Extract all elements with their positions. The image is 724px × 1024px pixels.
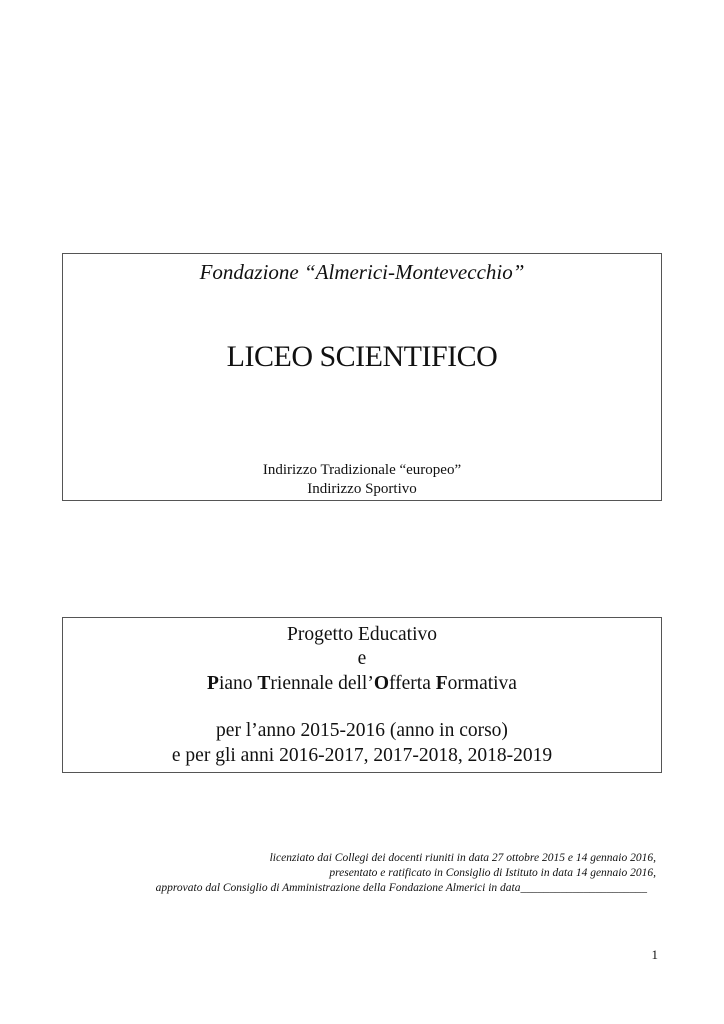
approval-line-docenti: licenziato dai Collegi dei docenti riuniti in data 27 ottobre 2015 e 14 gennaio 2016, <box>269 852 656 864</box>
ptof-cap-p: P <box>207 673 219 694</box>
page-number: 1 <box>651 947 658 962</box>
ptof-word-offerta: fferta <box>389 673 436 694</box>
foundation-name: Fondazione “Almerici-Montevecchio” <box>199 260 525 284</box>
ptof-cap-t: T <box>257 673 271 694</box>
track-sports: Indirizzo Sportivo <box>307 481 417 497</box>
ptof-word-formativa: ormativa <box>447 673 517 694</box>
school-name: LICEO SCIENTIFICO <box>226 340 498 373</box>
track-traditional: Indirizzo Tradizionale “europeo” <box>262 462 462 478</box>
ptof-word-triennale: riennale dell’ <box>270 673 374 694</box>
ptof-word-piano: iano <box>218 673 258 694</box>
ptof-cap-o: O <box>373 673 389 694</box>
ptof-cap-f: F <box>435 673 448 694</box>
approval-line-amministrazione: approvato dal Consiglio di Amministrazione della Fondazione Almerici in data______________________ <box>155 882 647 894</box>
approval-line-istituto: presentato e ratificato in Consiglio di Istituto in data 14 gennaio 2016, <box>329 867 656 879</box>
project-conjunction: e <box>357 648 367 669</box>
project-box <box>62 617 662 773</box>
years-current: per l’anno 2015-2016 (anno in corso) <box>216 720 508 741</box>
title-box <box>62 253 662 501</box>
ptof-title <box>63 672 661 696</box>
years-next: e per gli anni 2016-2017, 2017-2018, 2018-2019 <box>171 745 553 766</box>
project-title: Progetto Educativo <box>286 624 437 645</box>
